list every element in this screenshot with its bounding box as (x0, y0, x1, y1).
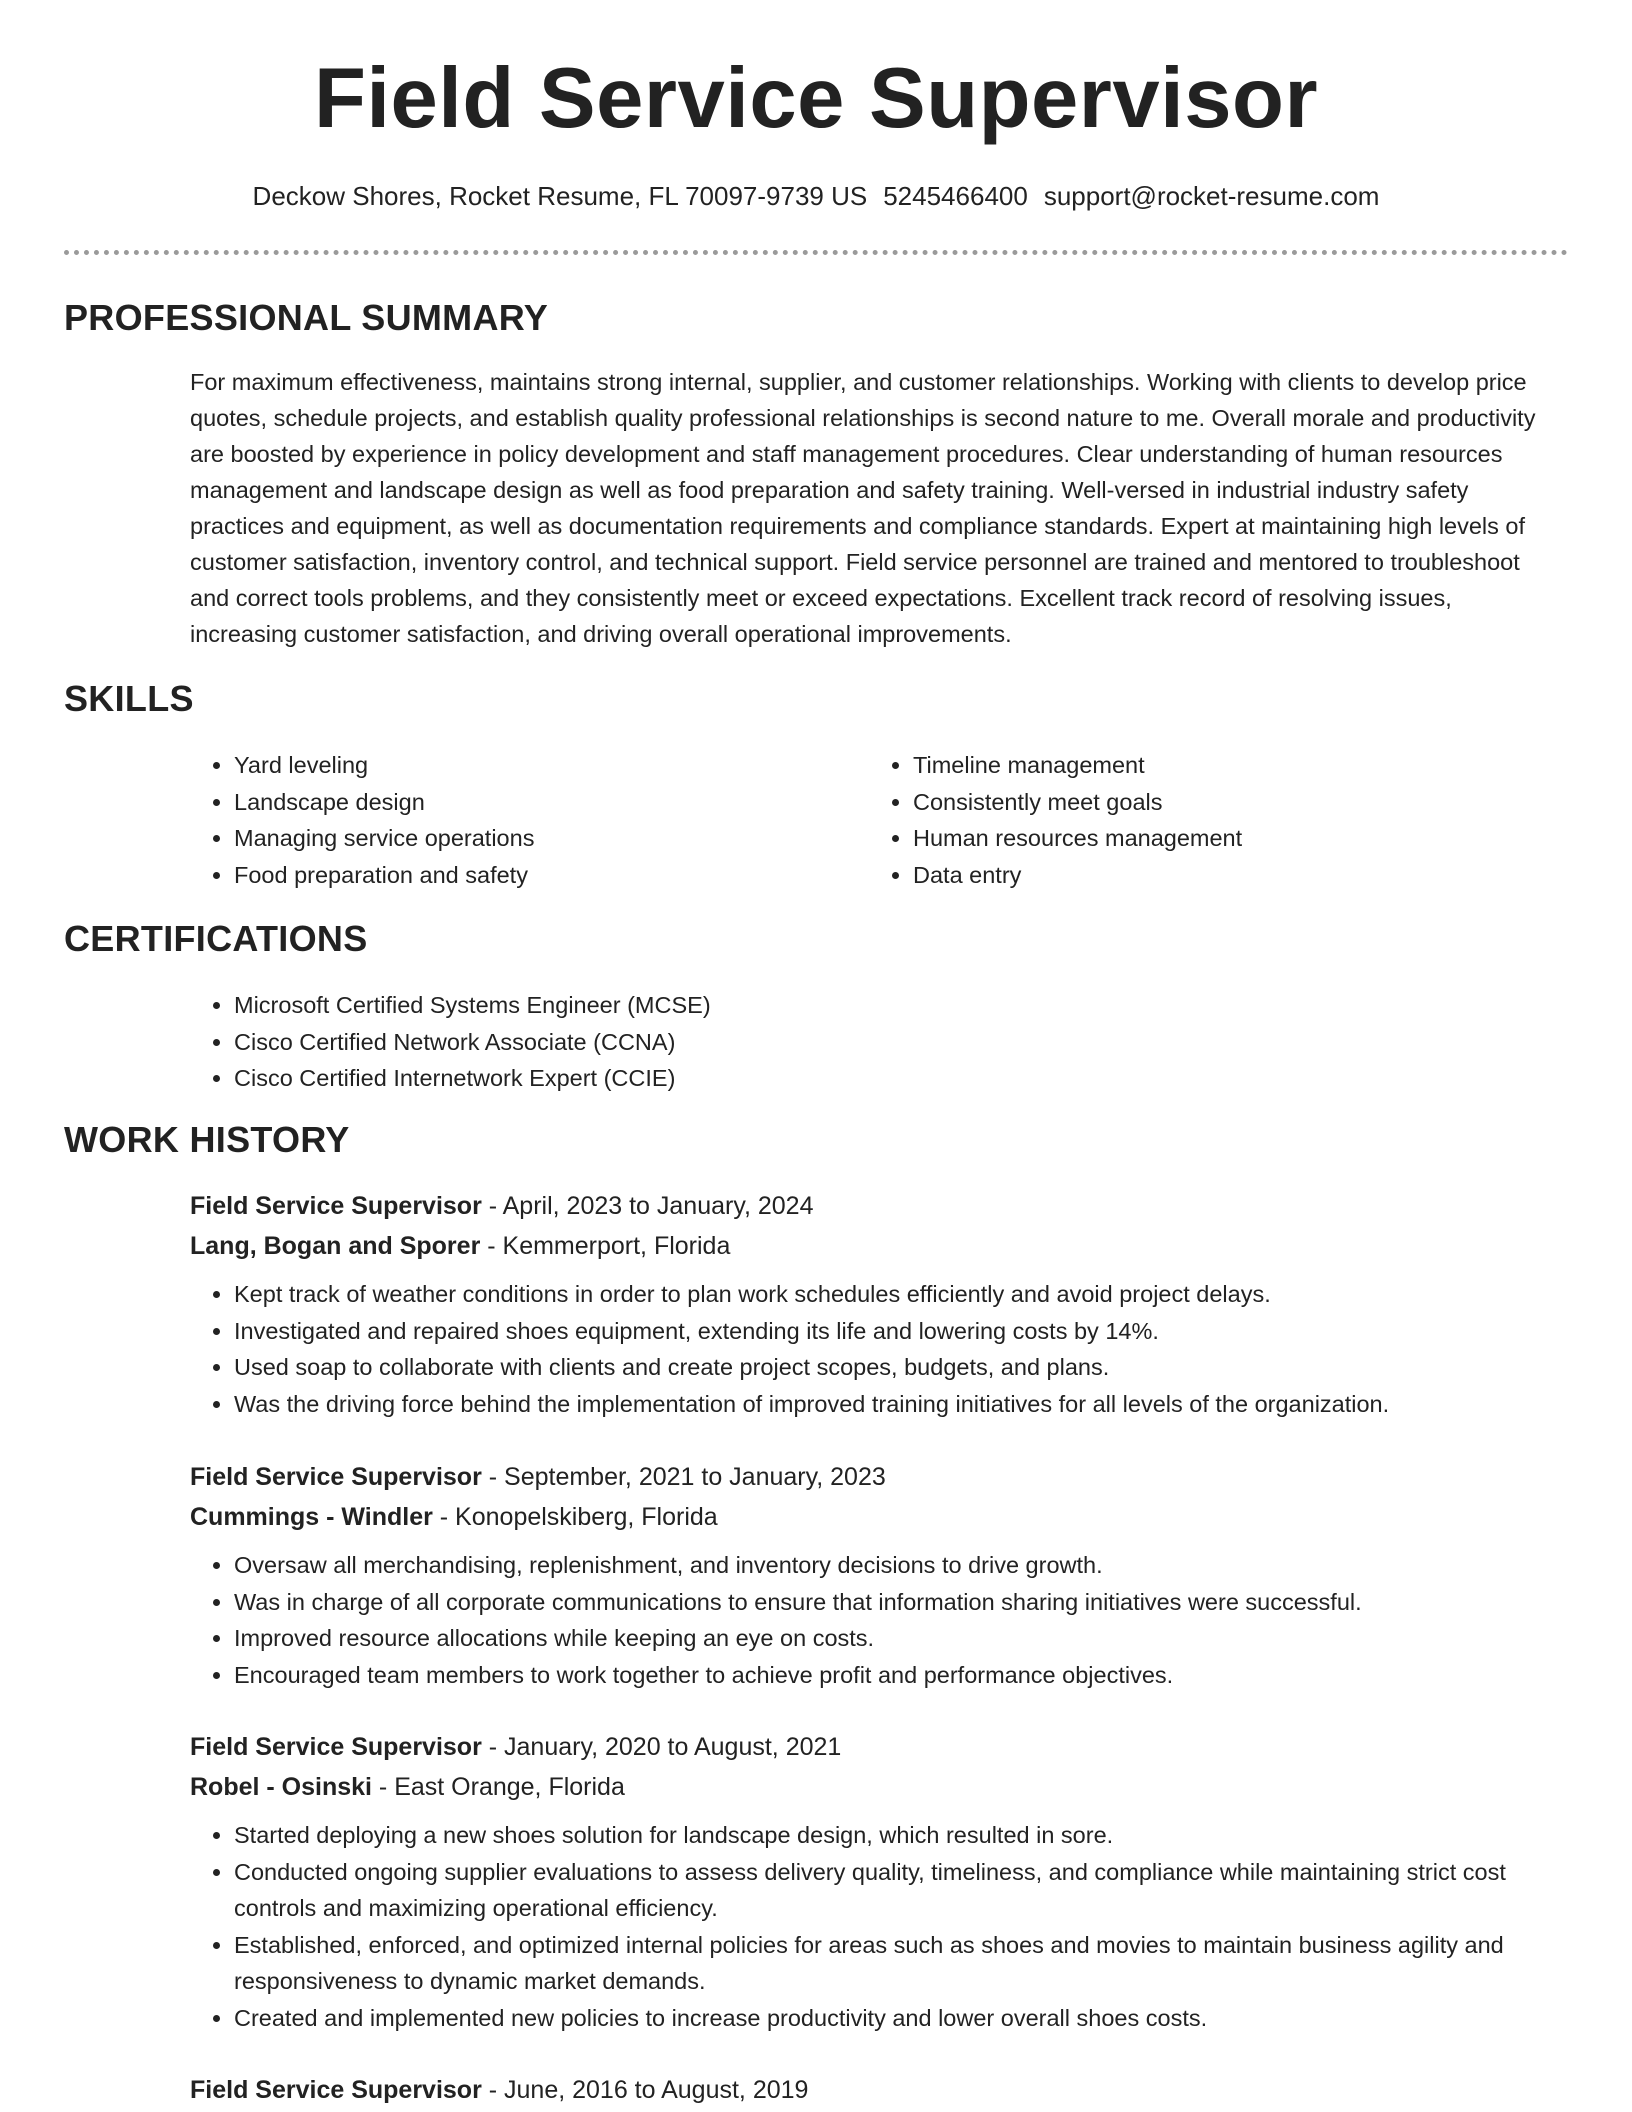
job-entry (190, 1457, 1570, 1693)
job-role: Field Service Supervisor (190, 2076, 482, 2104)
job-title-line (190, 2070, 1570, 2110)
job-bullet: • Conducted ongoing supplier evaluations to assess delivery quality, timeliness, and compliance while maintaining strict cost controls and maximizing operational efficiency. (234, 1854, 1570, 1927)
certifications-list (190, 987, 711, 1097)
job-bullet: • Encouraged team members to work together to achieve profit and performance objectives. (234, 1657, 1570, 1694)
header-divider (64, 250, 1568, 255)
job-company: Lang, Bogan and Sporer (190, 1232, 481, 1260)
skill-item: • Managing service operations (234, 820, 830, 857)
job-bullet: • Oversaw all merchandising, replenishment, and inventory decisions to drive growth. (234, 1547, 1570, 1584)
section-title-summary: PROFESSIONAL SUMMARY (64, 297, 549, 338)
certification-item: • Cisco Certified Network Associate (CCNA) (234, 1024, 711, 1061)
skill-item: • Data entry (913, 857, 1549, 894)
skill-item: • Human resources management (913, 820, 1549, 857)
section-title-certifications: CERTIFICATIONS (64, 918, 368, 959)
contact-email[interactable]: support@rocket-resume.com (1043, 181, 1380, 211)
job-location: - Kemmerport, Florida (480, 1232, 731, 1260)
skill-item: • Landscape design (234, 784, 830, 821)
job-bullet: • Was the driving force behind the implementation of improved training initiatives for all levels of the organization. (234, 1386, 1570, 1423)
section-title-work-history: WORK HISTORY (64, 1119, 350, 1160)
job-role: Field Service Supervisor (190, 1733, 482, 1761)
job-company: Cummings - Windler (190, 1503, 433, 1531)
job-bullets (190, 1276, 1570, 1422)
contact-address: Deckow Shores, Rocket Resume, FL 70097-9739 US (252, 181, 868, 211)
skill-item: • Yard leveling (234, 747, 830, 784)
job-dates: - June, 2016 to August, 2019 (481, 2076, 809, 2104)
job-location: - Konopelskiberg, Florida (432, 1503, 718, 1531)
certification-item: • Microsoft Certified Systems Engineer (MCSE) (234, 987, 711, 1024)
job-role: Field Service Supervisor (190, 1463, 482, 1491)
job-role: Field Service Supervisor (190, 1192, 482, 1220)
job-bullet: • Investigated and repaired shoes equipment, extending its life and lowering costs by 14%. (234, 1313, 1570, 1350)
certification-item: • Cisco Certified Internetwork Expert (CCIE) (234, 1060, 711, 1097)
resume-name-title: Field Service Supervisor (313, 51, 1319, 146)
job-company-line (190, 1497, 1570, 1537)
job-dates: - January, 2020 to August, 2021 (481, 1733, 842, 1761)
job-title-line (190, 1457, 1570, 1497)
job-company-line (190, 1767, 1570, 1807)
job-bullet: • Was in charge of all corporate communications to ensure that information sharing initiatives were successful. (234, 1584, 1570, 1621)
job-entry (190, 2070, 1570, 2110)
job-bullets (190, 1817, 1570, 2036)
skill-item: • Timeline management (913, 747, 1549, 784)
job-company: Robel - Osinski (190, 1773, 372, 1801)
contact-line (0, 180, 1632, 214)
skills-left-column (190, 747, 830, 893)
job-bullet: • Created and implemented new policies to increase productivity and lower overall shoes costs. (234, 2000, 1570, 2037)
section-title-skills: SKILLS (64, 678, 194, 719)
job-bullets (190, 1547, 1570, 1693)
job-title-line (190, 1727, 1570, 1767)
job-company-line (190, 1226, 1570, 1266)
job-bullet: • Used soap to collaborate with clients and create project scopes, budgets, and plans. (234, 1349, 1570, 1386)
job-title-line (190, 1186, 1570, 1226)
contact-phone: 5245466400 (883, 181, 1028, 211)
job-bullet: • Established, enforced, and optimized internal policies for areas such as shoes and movies to maintain business agility and responsiveness to dynamic market demands. (234, 1927, 1570, 2000)
job-location: - East Orange, Florida (371, 1773, 625, 1801)
job-bullet: • Kept track of weather conditions in order to plan work schedules efficiently and avoid project delays. (234, 1276, 1570, 1313)
job-entry (190, 1727, 1570, 2036)
job-dates: - September, 2021 to January, 2023 (481, 1463, 886, 1491)
skill-item: • Consistently meet goals (913, 784, 1549, 821)
skills-right-column (869, 747, 1549, 893)
summary-text: For maximum effectiveness, maintains strong internal, supplier, and customer relationships. Working with clients to develop price quotes, schedule projects, and establish quality professional relationships is second nature to me. Overall morale and productivity are boosted by experience in policy development and staff management procedures. Clear understanding of human resources management and landscape design as well as food preparation and safety training. Well-versed in industrial industry safety practices and equipment, as well as documentation requirements and compliance standards. Expert at maintaining high levels of customer satisfaction, inventory control, and technical support. Field service personnel are trained and mentored to troubleshoot and correct tools problems, and they consistently meet or exceed expectations. Excellent track record of resolving issues, increasing customer satisfaction, and driving overall operational improvements. (190, 369, 1536, 647)
job-bullet: • Improved resource allocations while keeping an eye on costs. (234, 1620, 1570, 1657)
job-dates: - April, 2023 to January, 2024 (481, 1192, 814, 1220)
job-entry (190, 1186, 1570, 1422)
skill-item: • Food preparation and safety (234, 857, 830, 894)
job-bullet: • Started deploying a new shoes solution for landscape design, which resulted in sore. (234, 1817, 1570, 1854)
